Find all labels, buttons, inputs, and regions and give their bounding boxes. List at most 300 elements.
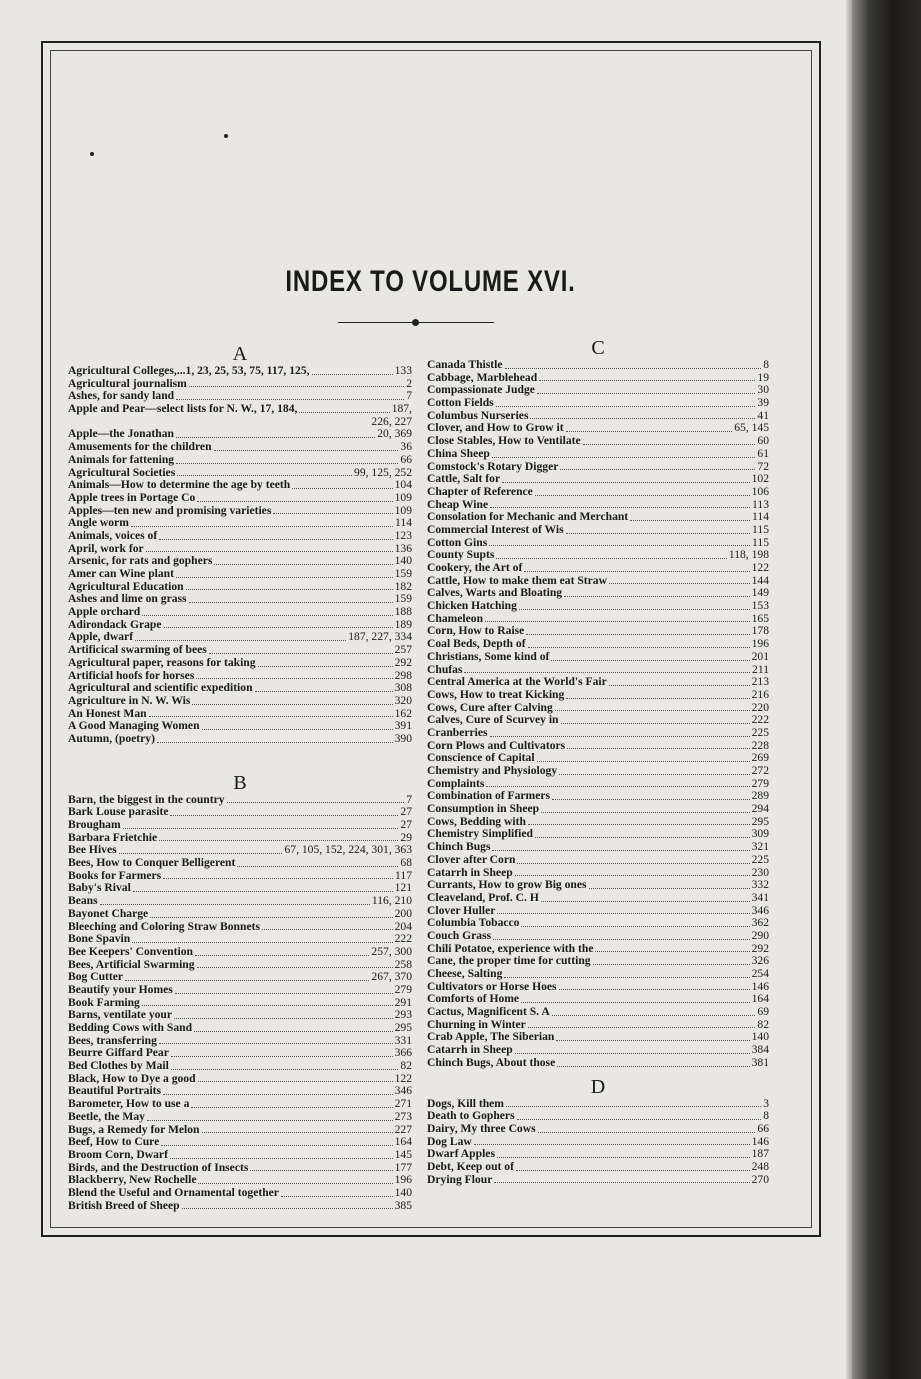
dot-leader <box>489 545 750 546</box>
entry-title: Chili Potatoe, experience with the <box>427 942 594 955</box>
index-column-left <box>68 343 412 1212</box>
entry-title: Broom Corn, Dwarf <box>68 1148 168 1161</box>
entry-pages: 254 <box>751 968 769 980</box>
index-entry <box>68 1035 412 1048</box>
dot-leader <box>237 866 398 867</box>
entry-pages: 123 <box>394 529 412 542</box>
index-entry <box>68 832 412 845</box>
entry-title: Death to Gophers <box>427 1110 515 1123</box>
index-entry <box>427 638 769 651</box>
entry-pages: 106 <box>751 485 769 498</box>
section-letter: D <box>590 1075 606 1098</box>
entry-pages: 72 <box>757 460 769 473</box>
entry-pages: 122 <box>751 562 769 574</box>
dot-leader <box>177 475 352 476</box>
entry-pages: 269 <box>751 752 769 765</box>
index-entry <box>427 625 769 638</box>
dot-leader <box>149 716 393 717</box>
dot-leader <box>159 840 398 841</box>
dot-leader <box>176 577 393 578</box>
entry-pages: 196 <box>751 638 769 651</box>
dot-leader <box>630 520 750 521</box>
index-entry <box>68 895 412 908</box>
entry-pages: 136 <box>394 542 412 555</box>
index-entry <box>68 933 412 946</box>
dot-leader <box>171 1069 399 1070</box>
entry-title: Cattle, Salt for <box>427 473 501 486</box>
entry-pages: 82 <box>400 1060 412 1073</box>
entry-title: Drying Flour <box>427 1173 493 1186</box>
entry-pages: 216 <box>751 688 769 701</box>
entry-pages: 366 <box>394 1047 412 1060</box>
index-entry <box>68 492 412 505</box>
dot-leader <box>198 1081 393 1082</box>
entry-pages: 225 <box>751 726 769 739</box>
entry-pages: 102 <box>751 473 769 486</box>
dot-leader <box>517 863 749 864</box>
entry-title: Clover, and How to Grow it <box>427 422 564 435</box>
index-entry <box>427 778 769 791</box>
dot-leader <box>292 488 392 489</box>
entry-pages: 225 <box>751 853 769 866</box>
dot-leader <box>505 368 762 369</box>
index-entry <box>68 882 412 895</box>
index-entry <box>427 562 769 575</box>
index-entry <box>68 1200 412 1213</box>
index-entry <box>68 1047 412 1060</box>
dot-leader <box>125 980 369 981</box>
entry-title: Central America at the World's Fair <box>427 676 607 689</box>
dot-leader <box>100 904 370 905</box>
index-entry <box>427 854 769 867</box>
dot-leader <box>194 1031 393 1032</box>
entry-pages: 145 <box>394 1148 412 1161</box>
dot-leader <box>464 672 750 673</box>
entry-title: Comstock's Rotary Digger <box>427 460 559 473</box>
index-entry <box>68 1009 412 1022</box>
dot-leader <box>485 621 750 622</box>
index-entry <box>68 1085 412 1098</box>
entry-title: Bark Louse parasite <box>68 806 169 819</box>
entry-title: China Sheep <box>427 447 490 460</box>
dot-leader <box>133 891 393 892</box>
entry-pages: 384 <box>751 1044 769 1057</box>
entry-title: April, work for <box>68 542 144 555</box>
entry-pages: 220 <box>751 701 769 714</box>
entry-title: Commercial Interest of Wis <box>427 523 564 536</box>
entry-pages: 228 <box>751 739 769 752</box>
entry-pages: 267, 370 <box>371 971 412 984</box>
dot-leader <box>528 1027 756 1028</box>
entry-pages: 292 <box>751 942 769 955</box>
dot-leader <box>176 463 398 464</box>
index-entry <box>68 657 412 670</box>
entry-pages: 162 <box>394 707 412 720</box>
entry-pages: 27 <box>400 819 412 831</box>
dot-leader <box>515 1053 750 1054</box>
dot-leader <box>182 1208 393 1209</box>
dot-leader <box>561 723 750 724</box>
dot-leader <box>567 748 749 749</box>
index-entry <box>68 733 412 746</box>
entry-title: Cookery, the Art of <box>427 562 523 574</box>
dot-leader <box>560 469 755 470</box>
index-entry <box>68 581 412 594</box>
dot-leader <box>157 742 393 743</box>
entry-title: Apple, dwarf <box>68 631 134 644</box>
entry-title: Cultivators or Horse Hoes <box>427 980 557 993</box>
entry-title: Barbara Frietchie <box>68 831 158 844</box>
index-entry <box>68 870 412 883</box>
dot-leader <box>524 571 749 572</box>
dot-leader <box>209 653 393 654</box>
index-entry <box>68 467 412 480</box>
entry-title: Dogs, Kill them <box>427 1097 504 1110</box>
entry-pages: 41 <box>757 409 769 422</box>
entry-pages: 292 <box>394 656 412 669</box>
entry-title: Corn, How to Raise <box>427 625 525 638</box>
dot-leader <box>537 393 756 394</box>
index-entry <box>427 816 769 829</box>
entry-title: County Supts <box>427 549 495 562</box>
entry-title: Coal Beds, Depth of <box>427 638 526 651</box>
dot-leader <box>202 729 393 730</box>
dot-leader <box>521 1002 750 1003</box>
entry-title: Brougham <box>68 819 121 831</box>
dot-leader <box>566 431 733 432</box>
index-entry <box>427 372 769 385</box>
entry-title: Columbia Tobacco <box>427 917 520 930</box>
dot-leader <box>496 406 756 407</box>
entry-title: Barometer, How to use a <box>68 1098 190 1111</box>
index-entry <box>427 499 769 512</box>
dot-leader <box>504 977 749 978</box>
index-entry <box>427 461 769 474</box>
dot-leader <box>132 942 392 943</box>
index-entry <box>427 993 769 1006</box>
entry-pages: 187, 227, 334 <box>348 631 412 644</box>
index-entry <box>427 765 769 778</box>
entry-pages: 67, 105, 152, 224, 301, 363 <box>284 844 412 857</box>
speck <box>224 134 228 138</box>
entry-pages: 189 <box>394 618 412 631</box>
entry-title: Bog Cutter <box>68 971 124 984</box>
dot-leader <box>176 399 404 400</box>
section-letter: A <box>232 343 248 365</box>
dot-leader <box>281 1196 393 1197</box>
entry-title: Chinch Bugs, About those <box>427 1056 556 1069</box>
dot-leader <box>521 926 749 927</box>
entry-pages: 295 <box>751 815 769 828</box>
entry-title: Cheese, Salting <box>427 968 503 980</box>
section-letter: B <box>233 771 247 794</box>
entry-pages: 8 <box>763 1110 769 1123</box>
index-entry <box>68 857 412 870</box>
entry-title: Bed Clothes by Mail <box>68 1060 169 1073</box>
entry-pages: 7 <box>406 390 412 403</box>
index-entry <box>427 841 769 854</box>
dot-leader <box>176 437 375 438</box>
index-entry <box>427 968 769 981</box>
index-entry <box>68 454 412 467</box>
entry-title: Calves, Cure of Scurvey in <box>427 714 559 727</box>
entry-title: Cane, the proper time for cutting <box>427 955 591 968</box>
dot-leader <box>557 1066 749 1067</box>
index-entry <box>427 549 769 562</box>
entry-title: Agricultural paper, reasons for taking <box>68 656 256 669</box>
entry-title: Barns, ventilate your <box>68 1009 173 1022</box>
entry-pages: 187 <box>751 1148 769 1161</box>
entry-title: Bees, transferring <box>68 1034 157 1047</box>
index-entry <box>68 844 412 857</box>
index-entry <box>68 1187 412 1200</box>
entry-pages: 204 <box>394 920 412 933</box>
index-entry <box>427 473 769 486</box>
entry-title: Dog Law <box>427 1135 472 1148</box>
entry-title: Apples—ten new and promising varieties <box>68 504 272 517</box>
index-entry <box>68 403 412 416</box>
index-entry <box>68 1022 412 1035</box>
index-entry <box>427 917 769 930</box>
index-entry <box>427 651 769 664</box>
entry-pages: 27 <box>400 806 412 819</box>
entry-title: Bayonet Charge <box>68 907 149 920</box>
entry-title: Autumn, (poetry) <box>68 732 155 745</box>
index-entry <box>427 1161 769 1174</box>
entry-title: Couch Grass <box>427 929 492 942</box>
entry-title: Blend the Useful and Ornamental together <box>68 1186 279 1199</box>
dot-leader <box>526 634 749 635</box>
index-entry <box>427 1006 769 1019</box>
index-entry <box>427 892 769 905</box>
entry-title: Comforts of Home <box>427 993 520 1006</box>
index-entry <box>427 803 769 816</box>
dot-leader <box>515 875 750 876</box>
index-entry <box>68 946 412 959</box>
entry-pages: 341 <box>751 891 769 904</box>
entry-title: Beans <box>68 895 98 908</box>
entry-pages: 294 <box>751 803 769 816</box>
entry-title: Cheap Wine <box>427 498 489 511</box>
index-entry <box>68 517 412 530</box>
entry-pages: 346 <box>394 1085 412 1098</box>
index-entry <box>68 959 412 972</box>
index-entry <box>427 740 769 753</box>
dot-leader <box>528 647 750 648</box>
entry-pages: 182 <box>394 580 412 593</box>
entry-title: Agriculture in N. W. Wis <box>68 694 191 707</box>
entry-title: Close Stables, How to Ventilate <box>427 435 581 448</box>
index-entry <box>427 828 769 841</box>
entry-pages: 117 <box>395 869 412 882</box>
index-entry <box>68 971 412 984</box>
index-entry <box>427 359 769 372</box>
entry-title: Clover after Corn <box>427 853 516 866</box>
entry-pages: 122 <box>394 1072 412 1085</box>
index-entry <box>68 984 412 997</box>
entry-pages: 104 <box>394 479 412 492</box>
index-entry <box>427 790 769 803</box>
index-entry <box>68 806 412 819</box>
index-entry <box>427 486 769 499</box>
entry-title: Chameleon <box>427 612 484 625</box>
entry-title: Artificical swarming of bees <box>68 644 207 657</box>
entry-title: An Honest Man <box>68 707 147 720</box>
entry-pages: 201 <box>751 650 769 663</box>
entry-title: Bedding Cows with Sand <box>68 1022 193 1034</box>
index-entry-continuation: 226, 227 <box>371 414 412 428</box>
dot-leader <box>163 1094 393 1095</box>
index-entry <box>427 575 769 588</box>
entry-pages: 222 <box>751 714 769 727</box>
entry-title: Blackberry, New Rochelle <box>68 1174 197 1187</box>
entry-title: Agricultural Colleges,...1, 23, 25, 53, 75, 117, 125, <box>68 365 310 377</box>
entry-pages: 321 <box>751 841 769 854</box>
index-entry <box>427 397 769 410</box>
index-entry <box>427 955 769 968</box>
dot-leader <box>583 444 756 445</box>
dot-leader <box>559 989 750 990</box>
entry-pages: 391 <box>394 720 412 733</box>
index-entry <box>68 390 412 403</box>
entry-title: Cotton Gins <box>427 536 488 549</box>
entry-pages: 114 <box>395 517 412 530</box>
entry-pages: 109 <box>394 504 412 517</box>
index-entry <box>427 422 769 435</box>
entry-title: Angle worm <box>68 517 129 530</box>
entry-pages: 309 <box>751 828 769 841</box>
index-entry <box>68 568 412 581</box>
entry-title: Animals—How to determine the age by teeth <box>68 479 291 492</box>
entry-title: Compassionate Judge <box>427 384 535 397</box>
entry-title: Bee Hives <box>68 844 117 857</box>
dot-leader <box>492 457 756 458</box>
index-entry <box>68 441 412 454</box>
entry-pages: 390 <box>394 732 412 745</box>
index-entry <box>68 1136 412 1149</box>
dot-leader <box>197 501 392 502</box>
entry-pages: 115 <box>752 536 769 549</box>
dot-leader <box>146 551 393 552</box>
index-entry <box>427 905 769 918</box>
entry-title: Canada Thistle <box>427 359 503 371</box>
dot-leader <box>490 507 750 508</box>
entry-pages: 82 <box>757 1018 769 1031</box>
entry-title: Agricultural Education <box>68 580 184 593</box>
index-entry <box>68 794 412 807</box>
entry-title: Conscience of Capital <box>427 752 535 765</box>
entry-pages: 61 <box>757 447 769 460</box>
dot-leader <box>552 799 750 800</box>
index-entry <box>427 867 769 880</box>
index-entry <box>427 930 769 943</box>
entry-pages: 222 <box>394 933 412 946</box>
entry-pages: 146 <box>751 980 769 993</box>
entry-pages: 227 <box>394 1123 412 1136</box>
index-entry <box>68 708 412 721</box>
entry-pages: 8 <box>763 359 769 371</box>
entry-title: Agricultural and scientific expedition <box>68 682 253 695</box>
entry-title: Ashes, for sandy land <box>68 390 175 403</box>
dot-leader <box>566 698 749 699</box>
index-entry <box>427 1098 769 1111</box>
dot-leader <box>494 1182 749 1183</box>
entry-pages: 149 <box>751 587 769 600</box>
index-entry <box>68 1098 412 1111</box>
dot-leader <box>519 609 750 610</box>
dot-leader <box>174 1018 393 1019</box>
entry-pages: 144 <box>751 574 769 587</box>
index-entry <box>68 1060 412 1073</box>
entry-pages: 109 <box>394 491 412 504</box>
dot-leader <box>214 564 392 565</box>
entry-title: Clover Huller <box>427 904 496 917</box>
entry-title: Cows, Bedding with <box>427 815 526 828</box>
dot-leader <box>490 736 750 737</box>
entry-title: Cranberries <box>427 726 488 739</box>
dot-leader <box>506 1106 761 1107</box>
index-entry <box>68 530 412 543</box>
index-entry <box>68 1124 412 1137</box>
dot-leader <box>609 685 750 686</box>
dot-leader <box>493 939 750 940</box>
dot-leader <box>537 761 750 762</box>
dot-leader <box>196 678 392 679</box>
dot-leader <box>474 1144 750 1145</box>
dot-leader <box>142 615 392 616</box>
entry-title: Christians, Some kind of <box>427 650 550 663</box>
index-entry <box>427 1174 769 1187</box>
entry-pages: 279 <box>751 777 769 790</box>
entry-title: Cleaveland, Prof. C. H <box>427 891 539 904</box>
dot-leader <box>273 513 392 514</box>
index-entry <box>427 1136 769 1149</box>
dot-leader <box>555 710 750 711</box>
dot-leader <box>171 1056 393 1057</box>
index-entry <box>427 524 769 537</box>
entry-title: Cows, Cure after Calving <box>427 701 553 714</box>
entry-title: Chemistry Simplified <box>427 828 533 841</box>
entry-pages: 99, 125, 252 <box>354 466 412 479</box>
entry-title: Bleeching and Coloring Straw Bonnets <box>68 920 260 933</box>
dot-leader <box>589 888 750 889</box>
entry-pages: 39 <box>757 397 769 410</box>
dot-leader <box>539 380 755 381</box>
entry-title: Barn, the biggest in the country <box>68 793 225 806</box>
dot-leader <box>255 691 393 692</box>
dot-leader <box>538 1132 756 1133</box>
entry-pages: 331 <box>394 1034 412 1047</box>
entry-title: Calves, Warts and Bloating <box>427 587 563 600</box>
dot-leader <box>566 533 750 534</box>
entry-title: Ashes and lime on grass <box>68 593 187 606</box>
dot-leader <box>551 660 749 661</box>
entry-pages: 257 <box>394 644 412 657</box>
entry-title: Chinch Bugs <box>427 841 491 854</box>
entry-pages: 346 <box>751 904 769 917</box>
entry-title: Churning in Winter <box>427 1018 526 1031</box>
dot-leader <box>492 850 749 851</box>
entry-title: Dairy, My three Cows <box>427 1122 536 1135</box>
entry-pages: 153 <box>751 600 769 613</box>
entry-title: Catarrh in Sheep <box>427 1044 513 1057</box>
index-entry <box>427 587 769 600</box>
dot-leader <box>191 1107 392 1108</box>
dot-leader <box>497 913 749 914</box>
entry-title: Book Farming <box>68 996 140 1009</box>
dot-leader <box>119 853 283 854</box>
entry-title: Beurre Giffard Pear <box>68 1047 169 1060</box>
